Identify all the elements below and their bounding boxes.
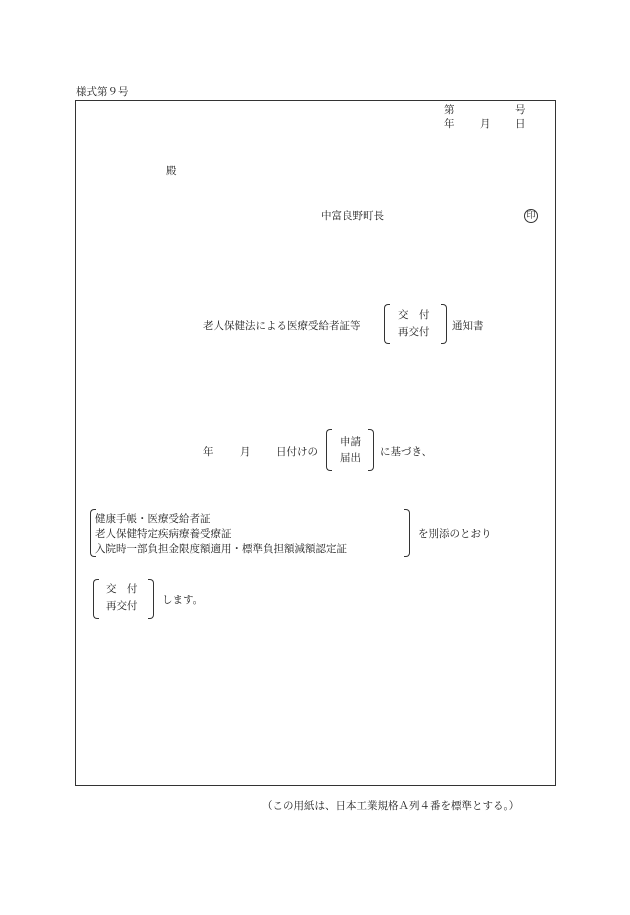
closing-option-reissue: 再交付 (106, 600, 138, 612)
items-suffix: を別添のとおり (418, 528, 492, 540)
basis-bracket-left (326, 429, 332, 471)
basis-month: 月 (240, 446, 251, 458)
basis-bracket-right (368, 429, 374, 471)
basis-option-notify: 届出 (340, 452, 361, 464)
title-bracket-right (441, 304, 447, 344)
form-number: 様式第９号 (76, 86, 129, 98)
title-option-issue: 交 付 (398, 309, 430, 321)
item-specific-disease: 老人保健特定疾病療養受療証 (95, 528, 232, 540)
item-hospital-limit: 入院時一部負担金限度額適用・標準負担額減額認定証 (95, 543, 347, 555)
closing-suffix: します。 (162, 594, 204, 606)
basis-option-apply: 申請 (340, 436, 361, 448)
item-health-handbook: 健康手帳・医療受給者証 (95, 513, 211, 525)
recipient-honorific: 殿 (166, 165, 177, 177)
basis-day-suffix: 日付けの (276, 446, 318, 458)
form-frame (75, 100, 556, 786)
date-month: 月 (480, 118, 491, 130)
seal-mark: 印 (524, 209, 538, 223)
basis-year: 年 (203, 446, 214, 458)
closing-bracket-left (93, 579, 99, 619)
number-suffix: 号 (515, 104, 526, 116)
basis-suffix: に基づき、 (380, 446, 433, 458)
issuer-name: 中富良野町長 (321, 210, 384, 222)
items-bracket-right (404, 509, 410, 557)
number-prefix: 第 (444, 104, 455, 116)
footer-note: （この用紙は、日本工業規格Ａ列４番を標準とする。） (262, 800, 520, 812)
title-suffix: 通知書 (452, 320, 484, 332)
title-option-reissue: 再交付 (398, 326, 430, 338)
closing-option-issue: 交 付 (106, 583, 138, 595)
closing-bracket-right (148, 579, 154, 619)
date-day: 日 (515, 118, 526, 130)
title-bracket-left (384, 304, 390, 344)
date-year: 年 (444, 118, 455, 130)
title-prefix: 老人保健法による医療受給者証等 (203, 320, 361, 332)
